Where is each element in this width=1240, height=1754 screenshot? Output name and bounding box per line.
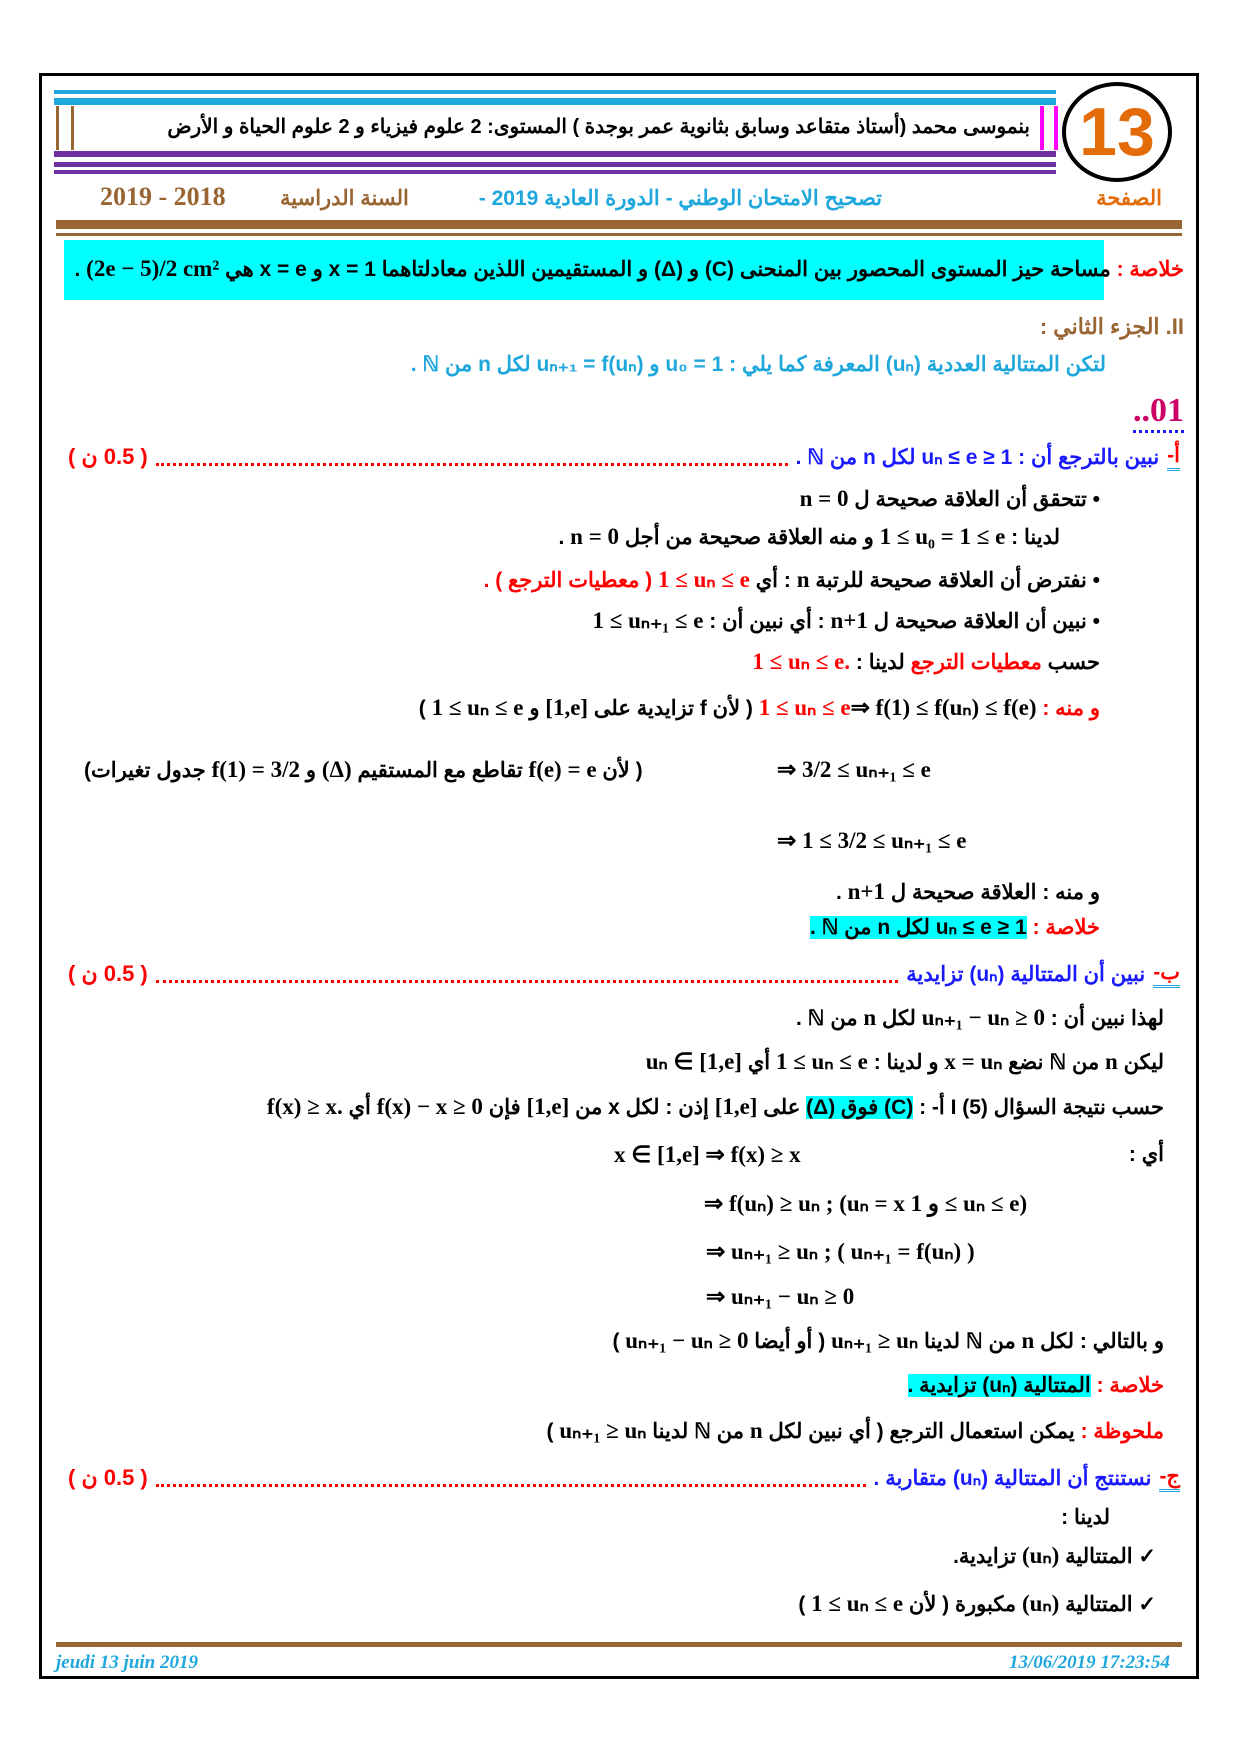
question-heading: [68, 443, 1180, 471]
math-expression: (uₙ): [1022, 1543, 1060, 1568]
text-line: [953, 1541, 1156, 1572]
dotted-leader: [156, 449, 788, 466]
text-line: [1061, 1503, 1110, 1533]
header-rule: [54, 90, 1056, 94]
math-expression: 1 ≤ uₙ ≤ e: [431, 695, 524, 720]
text-segment: تقاطع مع المستقيم: [351, 759, 529, 782]
math-expression: f(x) ≥ x.: [266, 1094, 343, 1119]
question-text: نبين أن المتتالية (uₙ) تزايدية: [906, 962, 1146, 986]
math-expression: uₙ₊₁ ≥ uₙ: [559, 1418, 647, 1443]
math-expression: 1 ≤ uₙ₊₁ ≤ e: [592, 608, 704, 633]
text-line: [484, 565, 1100, 596]
header-rule: [54, 162, 1056, 167]
math-expression: (uₙ): [1022, 1591, 1060, 1616]
summary-end: .: [74, 258, 81, 281]
text-segment: ): [798, 1593, 812, 1616]
dotted-leader: [156, 1470, 866, 1487]
text-line: [706, 1237, 975, 1268]
summary-value: (2e − 5)/2 cm²: [86, 256, 220, 281]
math-expression: ⇒ f(1) ≤ f(uₙ) ≤ f(e): [850, 695, 1037, 720]
text-segment: ): [418, 697, 432, 720]
math-expression: [1,e]: [526, 1094, 570, 1119]
text-line: [547, 1416, 1164, 1447]
math-expression: ⇒ uₙ₊₁ − uₙ ≥ 0: [706, 1284, 855, 1309]
text-line: [558, 522, 1060, 553]
question-heading: [68, 960, 1180, 988]
text-line: [1129, 1140, 1164, 1170]
text-line: [777, 826, 966, 857]
text-line: [798, 1589, 1156, 1620]
header-rule: [54, 98, 1056, 105]
exam-title: تصحيح الامتحان الوطني - الدورة العادية 2019 -: [478, 187, 882, 210]
footer-date: jeudi 13 juin 2019: [56, 1652, 198, 1673]
text-line: [646, 1047, 1164, 1078]
question-points: ( 0.5 ن ): [68, 444, 148, 469]
text-line: [84, 755, 643, 786]
text-line: [836, 877, 1100, 908]
text-line: [614, 1140, 801, 1171]
math-expression: ⇒ uₙ₊₁ ≥ uₙ ; ( uₙ₊₁ = f(uₙ) ): [706, 1239, 975, 1264]
header-rule: [54, 170, 1056, 174]
math-expression: uₙ₊₁ − uₙ ≥ 0: [625, 1328, 749, 1353]
text-segment: أي: [342, 1096, 377, 1119]
footer-timestamp: 13/06/2019 17:23:54: [1009, 1652, 1170, 1673]
text-segment: على: [757, 1096, 807, 1119]
math-expression: 1 ≤ uₙ ≤ e: [775, 1049, 868, 1074]
page-label: الصفحة: [1096, 187, 1162, 210]
text-segment: : أي نبين أن :: [703, 610, 831, 633]
math-expression: ⇒ f(uₙ) ≥ uₙ ; (uₙ = x و 1 ≤ uₙ ≤ e): [704, 1191, 1028, 1216]
text-segment: و لدينا :: [867, 1051, 945, 1074]
math-expression: n: [863, 1005, 877, 1030]
math-expression: ⇒ 3/2 ≤ uₙ₊₁ ≤ e: [777, 757, 931, 782]
math-expression: 1 ≤ u₀ = 1 ≤ e: [879, 524, 1006, 549]
summary-text: مساحة حيز المستوى المحصور بين المنحنى (C) و (Δ) و المستقيمين اللذين معادلتاهما x = 1 و x = e هي: [225, 258, 1111, 281]
math-expression: uₙ ∈ [1,e]: [645, 1049, 742, 1074]
page-number: 13: [1079, 94, 1155, 170]
text-line: [704, 1189, 1027, 1220]
text-segment: • نفترض أن العلاقة صحيحة للرتبة: [809, 569, 1100, 592]
math-expression: 1 ≤ uₙ ≤ e: [811, 1591, 904, 1616]
author-line: بنموسى محمد (أستاذ متقاعد وسابق بثانوية عمر بوجدة ) المستوى: 2 علوم فيزياء و 2 علوم الحياة و الأرض: [167, 116, 1030, 138]
footer-rule: [56, 1642, 1182, 1647]
text-segment: و منه : العلاقة صحيحة ل: [885, 881, 1100, 904]
math-expression: n+1: [830, 608, 868, 633]
math-expression: n = 0: [799, 486, 849, 511]
math-expression: [1,e]: [545, 695, 589, 720]
text-segment: • نبين أن العلاقة صحيحة ل: [867, 610, 1100, 633]
text-line: [796, 1003, 1164, 1034]
math-expression: 1 ≤ uₙ ≤ e.: [752, 649, 851, 674]
question-text: نستنتج أن المتتالية (uₙ) متقاربة .: [873, 1466, 1152, 1490]
text-segment: و: [300, 759, 322, 782]
question-points: ( 0.5 ن ): [68, 1465, 148, 1490]
text-segment: لدينا :: [850, 651, 911, 674]
text-segment: إذن : لكل x من: [569, 1096, 715, 1119]
text-segment: تزايدية.: [953, 1545, 1022, 1568]
text-line: [612, 1326, 1164, 1357]
math-expression: uₙ₊₁ − uₙ ≥ 0: [921, 1005, 1045, 1030]
question-letter: ج-: [1159, 1464, 1180, 1492]
text-line: [800, 484, 1100, 515]
text-segment: من ℕ لدينا: [646, 1420, 750, 1443]
text-segment: ( لأن f تزايدية على: [588, 697, 759, 720]
text-segment: : أي: [749, 569, 797, 592]
text-line: [706, 1282, 854, 1313]
math-expression: uₙ₊₁ ≥ uₙ: [831, 1328, 919, 1353]
math-expression: f(1) = 3/2: [211, 757, 301, 782]
text-line: [593, 606, 1101, 637]
text-segment: خلاصة :: [1090, 1374, 1164, 1397]
highlighted-text: المتتالية (uₙ) تزايدية .: [907, 1374, 1091, 1397]
text-segment: لهذا نبين أن :: [1044, 1007, 1164, 1030]
text-segment: أي :: [1128, 1143, 1164, 1166]
text-line: [752, 647, 1100, 678]
summary-label: خلاصة :: [1116, 258, 1184, 281]
text-segment: .: [558, 526, 571, 549]
text-segment: .: [835, 881, 848, 904]
text-segment: ملحوظة :: [1074, 1420, 1164, 1443]
header-rule: [56, 233, 1182, 236]
question-points: ( 0.5 ن ): [68, 961, 148, 986]
highlighted-text: 1 ≤ uₙ ≤ e لكل n من ℕ .: [809, 916, 1027, 939]
header-bar-right: [1040, 106, 1058, 150]
math-expression: x = uₙ: [944, 1049, 1003, 1074]
text-line: [810, 913, 1100, 943]
question-text: نبين بالترجع أن : 1 ≤ uₙ ≤ e لكل n من ℕ .: [795, 445, 1160, 469]
text-segment: ( لأن: [596, 759, 643, 782]
math-expression: 1 ≤ uₙ ≤ e: [657, 567, 750, 592]
header-bar-left: [56, 106, 74, 150]
text-line: [419, 693, 1100, 724]
text-segment: جدول تغيرات): [84, 759, 212, 782]
text-segment: خلاصة :: [1026, 916, 1100, 939]
part-title: II. الجزء الثاني :: [1039, 314, 1184, 339]
text-segment: ( أو أيضا: [748, 1330, 832, 1353]
text-segment: لكل: [876, 1007, 922, 1030]
math-expression: n: [749, 1418, 763, 1443]
text-segment: و: [523, 697, 546, 720]
question-letter: ب-: [1153, 960, 1180, 988]
text-segment: من ℕ نضع: [1002, 1051, 1106, 1074]
dotted-leader: [156, 966, 898, 983]
text-segment: من ℕ لدينا: [918, 1330, 1022, 1353]
math-expression: x ∈ [1,e] ⇒ f(x) ≥ x: [614, 1142, 801, 1167]
highlighted-text: (C) فوق (Δ): [806, 1096, 914, 1119]
text-segment: • تتحقق أن العلاقة صحيحة ل: [848, 488, 1100, 511]
text-segment: ليكن: [1117, 1051, 1164, 1074]
year-value: 2019 - 2018: [100, 182, 226, 211]
header-rule: [56, 220, 1182, 229]
math-expression: [1,e]: [714, 1094, 758, 1119]
text-line: [777, 755, 931, 786]
text-segment: لدينا :: [1061, 1506, 1110, 1529]
text-segment: حسب نتيجة السؤال I (5) أ- :: [913, 1096, 1164, 1119]
header-rule: [54, 151, 1056, 157]
text-segment: من ℕ .: [796, 1007, 864, 1030]
math-expression: n+1: [847, 879, 886, 904]
text-segment: مكبورة ( لأن: [903, 1593, 1022, 1616]
text-segment: ( معطيات الترجع ) .: [483, 569, 658, 592]
question-number: ..01: [1133, 392, 1184, 433]
math-expression: (Δ): [321, 757, 352, 782]
math-expression: f(e) = e: [528, 757, 597, 782]
text-line: [267, 1092, 1164, 1123]
question-letter: أ-: [1167, 443, 1180, 471]
year-label: السنة الدراسية: [280, 187, 409, 210]
text-segment: ✓ المتتالية: [1059, 1593, 1156, 1616]
text-segment: و بالتالي : لكل: [1034, 1330, 1164, 1353]
text-segment: أي: [741, 1051, 776, 1074]
math-expression: n = 0: [570, 524, 620, 549]
text-segment: ✓ المتتالية: [1059, 1545, 1156, 1568]
text-segment: يمكن استعمال الترجع ( أي نبين لكل: [762, 1420, 1075, 1443]
text-segment: و منه العلاقة صحيحة من أجل: [619, 526, 880, 549]
math-expression: 1 ≤ uₙ ≤ e: [758, 695, 851, 720]
math-expression: f(x) − x ≥ 0: [376, 1094, 483, 1119]
text-line: [908, 1371, 1164, 1401]
page-number-badge: [1062, 82, 1172, 182]
summary-line: [74, 254, 1184, 285]
question-heading: [68, 1464, 1180, 1492]
math-expression: n: [1105, 1049, 1118, 1074]
math-expression: n: [796, 567, 810, 592]
text-segment: لدينا :: [1005, 526, 1060, 549]
text-segment: و منه :: [1036, 697, 1100, 720]
math-expression: ⇒ 1 ≤ 3/2 ≤ uₙ₊₁ ≤ e: [777, 828, 967, 853]
math-expression: n: [1021, 1328, 1035, 1353]
text-segment: معطيات الترجع: [910, 651, 1042, 674]
text-segment: حسب: [1041, 651, 1100, 674]
text-segment: فإن: [482, 1096, 527, 1119]
text-segment: ): [612, 1330, 626, 1353]
text-segment: ): [546, 1420, 560, 1443]
sequence-definition: لتكن المتتالية العددية (uₙ) المعرفة كما يلي : u₀ = 1 و uₙ₊₁ = f(uₙ) لكل n من ℕ .: [410, 353, 1106, 376]
